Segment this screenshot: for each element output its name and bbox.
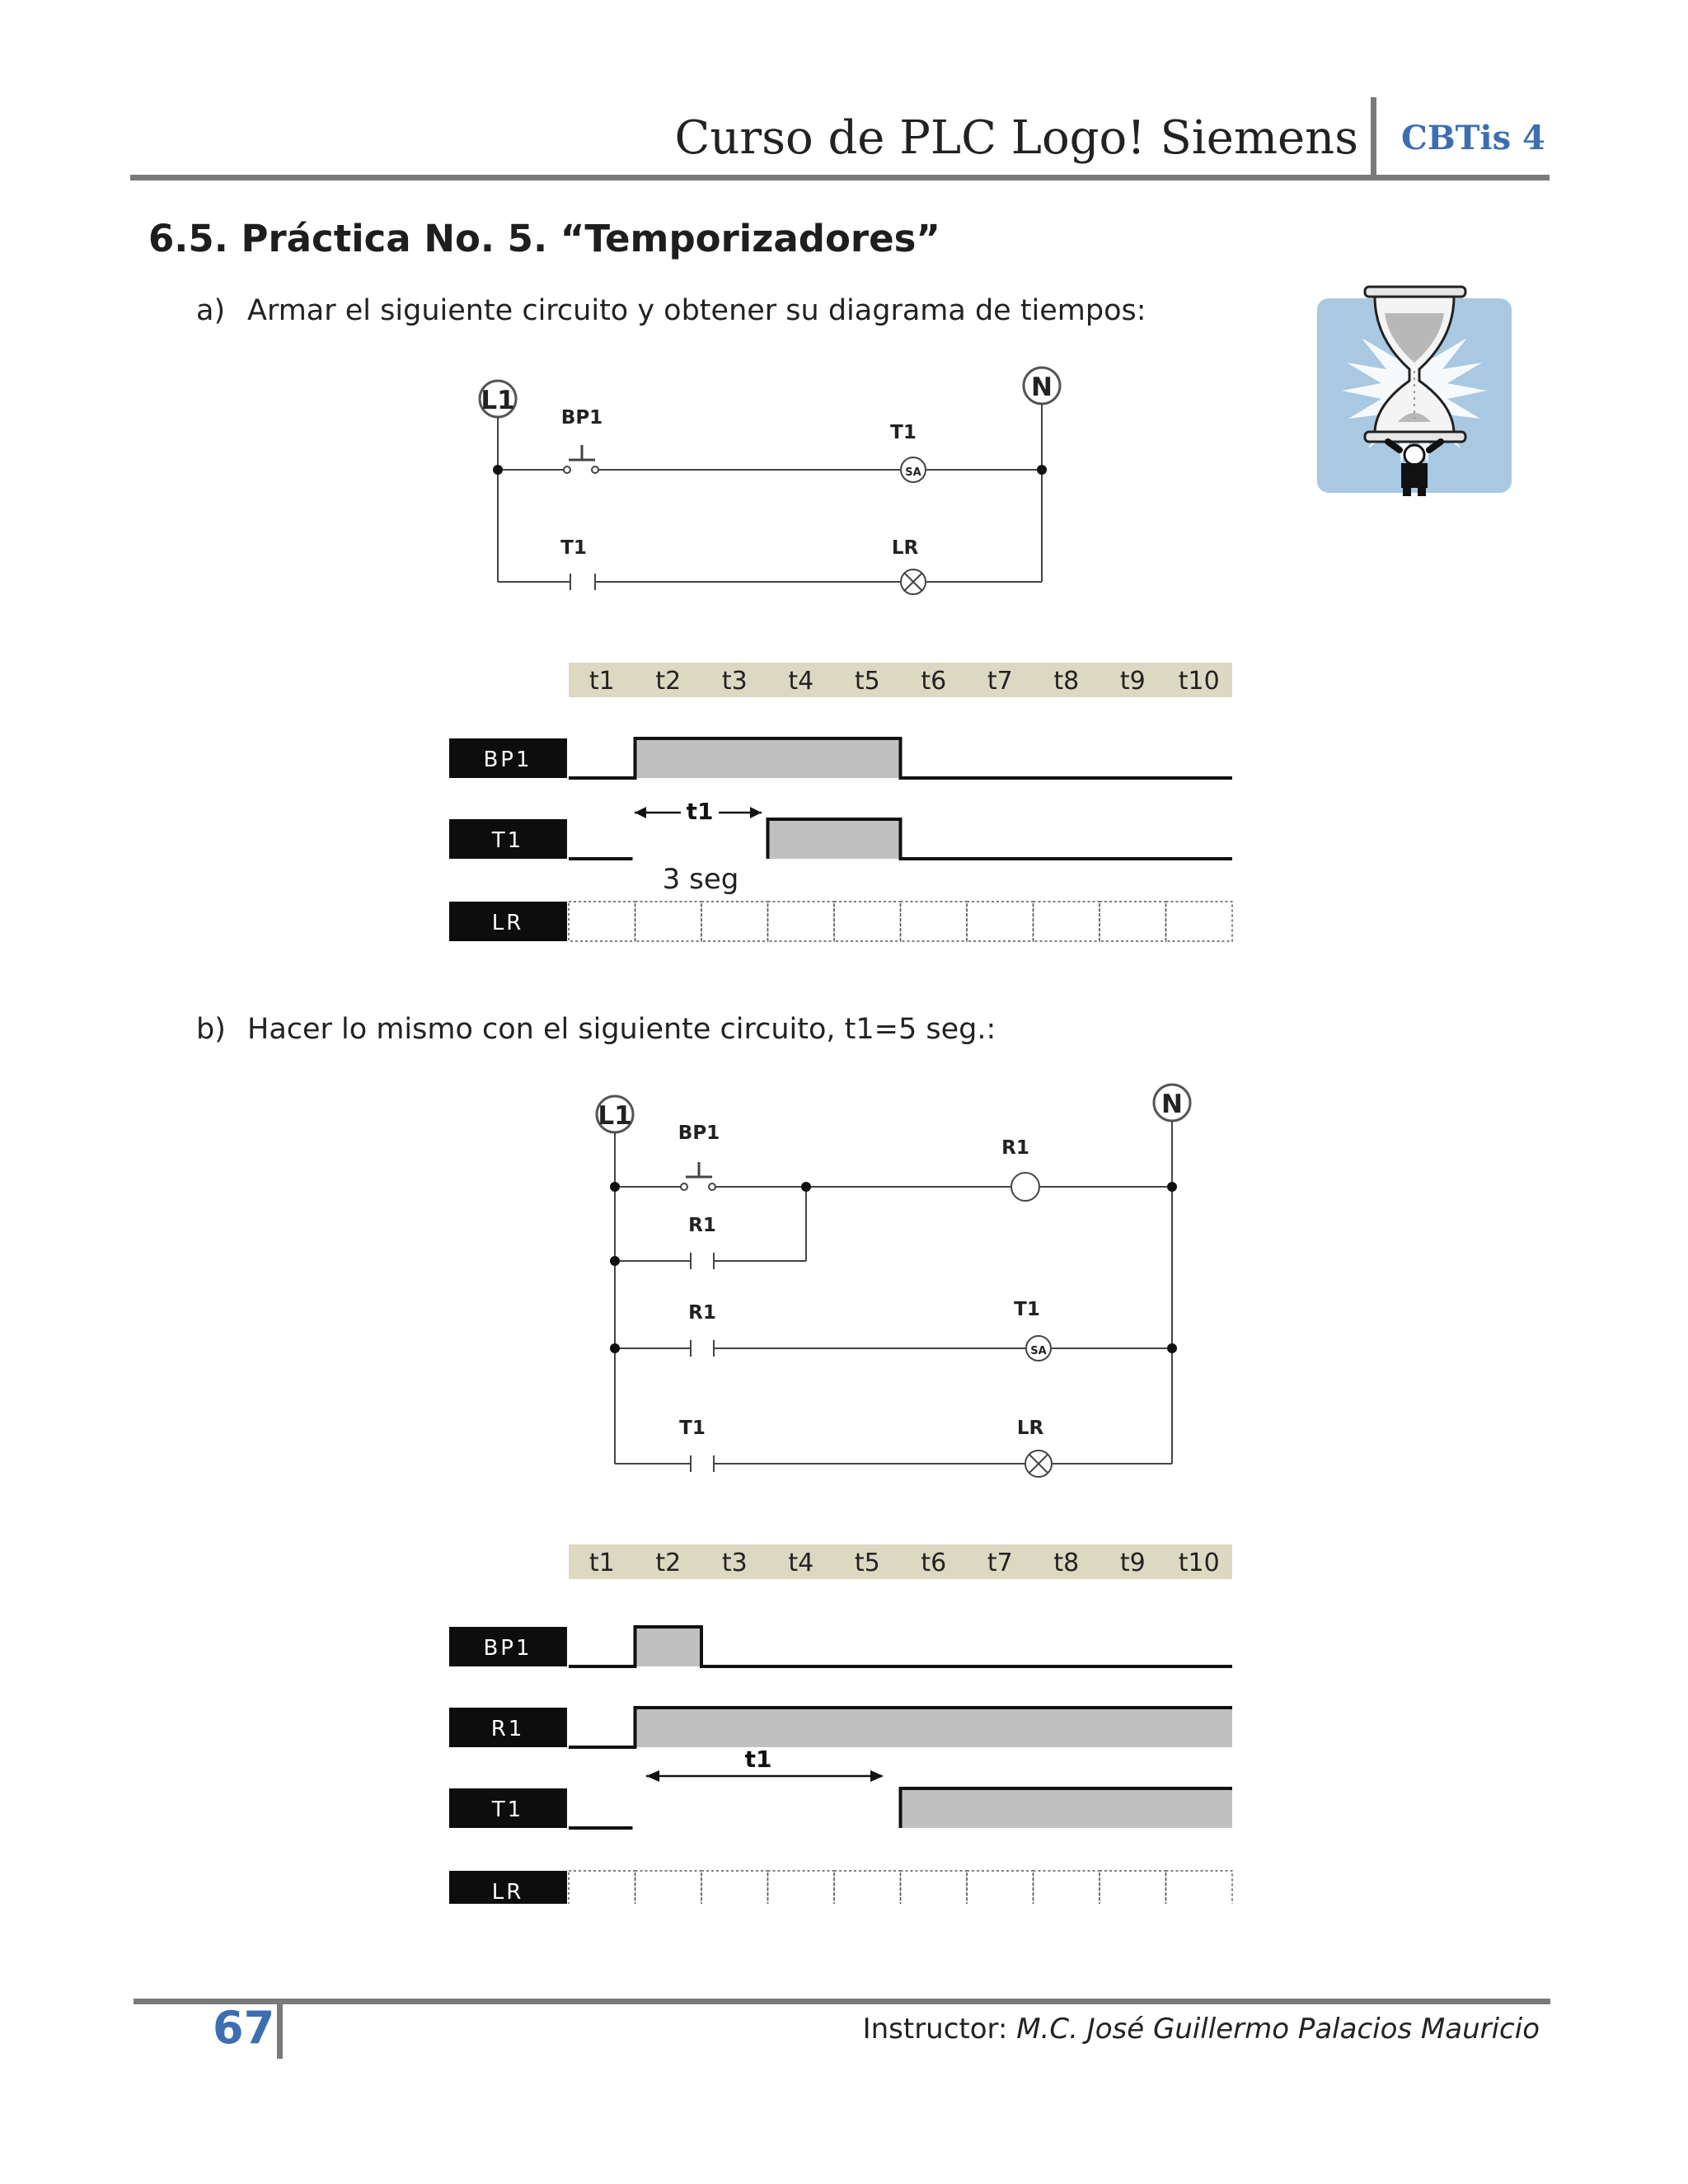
circuit-a-sa-symbol: SA — [905, 466, 921, 479]
timing-a-delay-value: 3 seg — [662, 863, 739, 896]
signal-label: LR — [491, 911, 524, 935]
signal-label: T1 — [491, 1797, 524, 1822]
circuit-b-sa-symbol: SA — [1030, 1345, 1047, 1357]
empty-time-cell — [569, 1871, 635, 1904]
circuit-b-t1-contact-label: T1 — [679, 1418, 706, 1439]
signal-high-fill — [635, 1627, 702, 1666]
timing-b-delay-annotation — [646, 1746, 884, 1782]
signal-label: BP1 — [483, 748, 532, 772]
time-slot-label: t4 — [788, 1549, 814, 1577]
circuit-a-lr-label: LR — [891, 537, 919, 559]
circuit-a-t1-coil-label: T1 — [890, 422, 917, 443]
signal-high-fill — [635, 1708, 1233, 1747]
empty-time-cell — [768, 1871, 835, 1904]
timing-b-delay-label: t1 — [744, 1746, 772, 1773]
header-title: Curso de PLC Logo! Siemens — [674, 111, 1358, 165]
signal-label: BP1 — [483, 1636, 532, 1661]
empty-time-cell — [901, 902, 968, 941]
circuit-b-lr-label: LR — [1016, 1418, 1044, 1439]
time-slot-label: t3 — [721, 1549, 748, 1577]
empty-time-cell — [1034, 902, 1100, 941]
time-slot-label: t6 — [921, 667, 947, 696]
time-slot-label: t6 — [921, 1549, 947, 1577]
item-b-text: Hacer lo mismo con el siguiente circuito, t1=5 seg.: — [247, 1013, 996, 1046]
signal-label: T1 — [491, 828, 524, 853]
time-slot-label: t2 — [655, 1549, 682, 1577]
circuit-b-l1-label: L1 — [598, 1101, 632, 1131]
circuit-b-r1-coil-label: R1 — [1001, 1137, 1029, 1159]
footer-rule — [134, 1999, 1550, 2004]
time-slot-label: t5 — [854, 1549, 880, 1577]
time-slot-label: t8 — [1053, 1549, 1080, 1577]
time-slot-label: t5 — [854, 667, 880, 696]
signal-row-r1 — [449, 1708, 1232, 1747]
circuit-b-n-label: N — [1161, 1090, 1183, 1119]
time-slot-label: t3 — [721, 667, 748, 696]
empty-time-cell — [901, 1871, 968, 1904]
time-slot-label: t7 — [987, 1549, 1013, 1577]
empty-time-cell — [834, 902, 901, 941]
signal-high-fill — [901, 1788, 1233, 1828]
time-slot-label: t1 — [588, 1549, 615, 1577]
circuit-b-t1-coil-label: T1 — [1014, 1299, 1040, 1320]
signal-high-fill — [768, 819, 901, 859]
ladder-circuit-b — [577, 1071, 1212, 1500]
timing-a-delay-annotation — [635, 798, 762, 896]
signal-row-t1 — [449, 819, 1232, 859]
footer-instructor — [0, 2008, 1540, 2050]
empty-time-cell — [1166, 1871, 1233, 1904]
time-slot-label: t2 — [655, 667, 682, 696]
hourglass-icon — [1312, 280, 1518, 503]
empty-time-cell — [1100, 902, 1166, 941]
empty-time-cell — [569, 902, 635, 941]
time-slot-label: t7 — [987, 667, 1013, 696]
empty-time-cell — [967, 902, 1034, 941]
circuit-b-r1-contact1-label: R1 — [688, 1215, 716, 1236]
time-slot-label: t9 — [1119, 667, 1146, 696]
empty-time-cell — [701, 1871, 768, 1904]
circuit-a-l1-label: L1 — [481, 386, 515, 415]
empty-time-cell — [834, 1871, 901, 1904]
timing-diagram-a — [445, 659, 1236, 948]
empty-time-cell — [635, 902, 702, 941]
empty-time-cell — [967, 1871, 1034, 1904]
section-title: 6.5. Práctica No. 5. “Temporizadores” — [148, 217, 940, 260]
signal-label: R1 — [490, 1717, 525, 1741]
empty-time-cell — [635, 1871, 702, 1904]
empty-time-cell — [1100, 1871, 1166, 1904]
signal-label: LR — [491, 1880, 524, 1904]
item-a — [196, 290, 1146, 331]
signal-waveform — [569, 819, 1232, 859]
circuit-b-bp1-label: BP1 — [678, 1122, 720, 1144]
signal-row-bp1 — [449, 738, 1232, 778]
time-slot-label: t10 — [1178, 667, 1220, 696]
item-a-letter: a) — [196, 294, 226, 327]
time-slot-label: t8 — [1053, 667, 1080, 696]
item-b-letter: b) — [196, 1013, 226, 1046]
timing-a-delay-label: t1 — [686, 798, 714, 825]
ladder-circuit-a — [462, 363, 1088, 610]
item-a-text: Armar el siguiente circuito y obtener su diagrama de tiempos: — [247, 294, 1146, 327]
signal-row-bp1 — [449, 1627, 1232, 1666]
header-rule — [130, 175, 1550, 180]
header-brand: CBTis 4 — [1401, 119, 1545, 157]
time-slot-label: t10 — [1178, 1549, 1220, 1577]
header-separator — [1371, 97, 1376, 178]
item-b — [196, 1009, 996, 1050]
empty-time-cell — [1034, 1871, 1100, 1904]
time-slot-label: t9 — [1119, 1549, 1146, 1577]
timing-diagram-b — [445, 1541, 1236, 1904]
circuit-a-bp1-label: BP1 — [560, 407, 603, 429]
circuit-a-t1-contact-label: T1 — [560, 537, 587, 559]
page-number: 67 — [213, 2002, 275, 2054]
empty-time-cell — [768, 902, 835, 941]
circuit-a-n-label: N — [1031, 373, 1053, 402]
time-slot-label: t4 — [788, 667, 814, 696]
footer-instructor-name: M.C. José Guillermo Palacios Mauricio — [1016, 2013, 1540, 2046]
empty-time-cell — [701, 902, 768, 941]
circuit-b-r1-contact2-label: R1 — [688, 1302, 716, 1324]
signal-row-lr — [449, 1871, 1232, 1904]
footer-instructor-label: Instructor: — [862, 2013, 1008, 2046]
time-slot-label: t1 — [588, 667, 615, 696]
empty-time-cell — [1166, 902, 1233, 941]
signal-row-t1 — [449, 1788, 1232, 1828]
signal-row-lr — [449, 902, 1232, 941]
signal-high-fill — [635, 738, 901, 778]
